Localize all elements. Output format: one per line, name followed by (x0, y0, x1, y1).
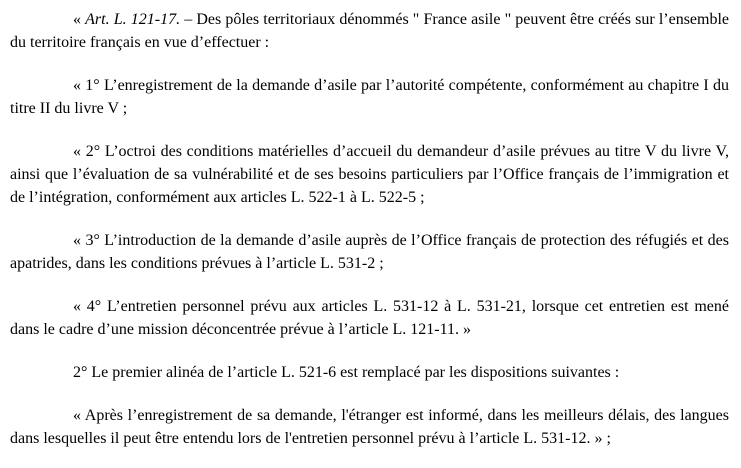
article-intro-text: – Des pôles territoriaux dénommés " France asile " peuvent être créés sur l’ensemble du territoire français en vue d’effectuer : (10, 11, 730, 51)
article-reference: Art. L. 121-17. (85, 11, 181, 28)
opening-quote: « (73, 11, 86, 28)
item-3-paragraph: « 3° L’introduction de la demande d’asile auprès de l’Office français de protection des réfugiés et des apatrides, dans les conditions prévues à l’article L. 531-2 ; (10, 232, 729, 272)
amendment-2-paragraph: 2° Le premier alinéa de l’article L. 521-6 est remplacé par les dispositions suivantes : (73, 364, 620, 381)
article-intro-paragraph (10, 8, 729, 54)
document-body (10, 8, 729, 450)
item-1-paragraph: « 1° L’enregistrement de la demande d’asile par l’autorité compétente, conformément au chapitre I du titre II du livre V ; (10, 77, 729, 117)
item-2-paragraph: « 2° L’octroi des conditions matérielles d’accueil du demandeur d’asile prévues au titre V du livre V, ainsi que l’évaluation de sa vulnérabilité et de ses besoins particuliers par l’Office français de l’immigration et de l’intégration, conformément aux articles L. 522-1 à L. 522-5 ; (10, 143, 729, 206)
replacement-text-paragraph: « Après l’enregistrement de sa demande, l'étranger est informé, dans les meilleurs délais, des langues dans lesquelles il peut être entendu lors de l'entretien personnel prévu à l’article L. 531-12. » ; (10, 407, 729, 447)
item-4-paragraph: « 4° L’entretien personnel prévu aux articles L. 531-12 à L. 531-21, lorsque cet entretien est mené dans le cadre d’une mission déconcentrée prévue à l’article L. 121-11. » (10, 298, 729, 338)
